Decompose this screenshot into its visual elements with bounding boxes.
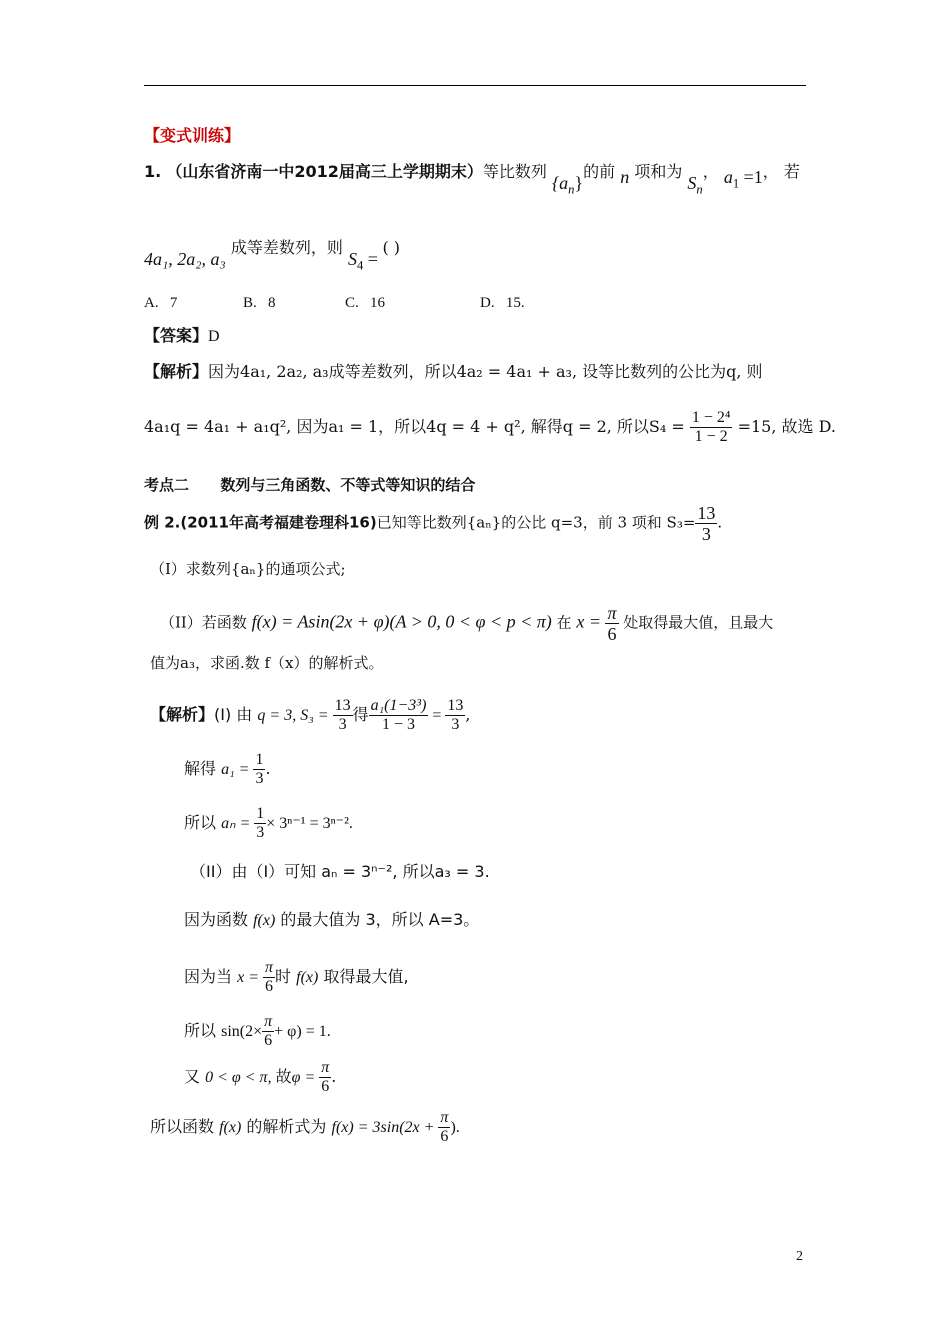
example-2-source: (2011年高考福建卷理科16) bbox=[180, 513, 377, 532]
analysis-1-tag: 【解析】 bbox=[144, 362, 209, 381]
q1-number: 1. bbox=[144, 162, 162, 181]
q1-n: n bbox=[620, 167, 630, 187]
q1-terms: 4a₁, 2a₂, a₃ bbox=[144, 249, 226, 269]
q1-source: （山东省济南一中2012届高三上学期期末） bbox=[166, 162, 483, 181]
solution-line-5: 因为函数 f(x) 的最大值为 3，所以 A=3。 bbox=[184, 910, 480, 929]
solution-frac-an: $\frac{1}{3}$ bbox=[256, 805, 265, 841]
q1-paren: ( ) bbox=[382, 238, 401, 257]
analysis-1-text-2: 4a₁q = 4a₁ + a₁q², 因为a₁ = 1，所以4q = 4 + q², 解得q = 2, 所以S₄ = bbox=[144, 417, 690, 436]
solution-frac-3: $\frac{13}{3}$ bbox=[447, 697, 464, 733]
q1-seq: $\{a_n\}$ bbox=[551, 173, 584, 197]
part-1-question: （I）求数列{aₙ}的通项公式; bbox=[150, 560, 346, 578]
example-2-text: 已知等比数列{aₙ}的公比 q=3，前 3 项和 S₃= bbox=[376, 513, 696, 532]
part-2-formula: f(x) = Asin(2x + φ)(A > 0, 0 < φ < p < π) bbox=[251, 611, 552, 632]
q1-sn: $S_n$ bbox=[687, 173, 703, 197]
solution-frac-1: $\frac{13}{3}$ bbox=[334, 697, 351, 733]
q1-s4: $S_4$ = bbox=[347, 249, 383, 273]
q1-a1: $a_1 =1$ bbox=[723, 167, 763, 191]
q1-text-4: ， 若 bbox=[762, 162, 800, 181]
part-2-question-line-2: 值为a₃，求函.数 f（x）的解析式。 bbox=[150, 654, 384, 672]
solution-frac-pi6-b: $\frac{\pi}{6}$ bbox=[264, 1013, 273, 1049]
answer-tag: 【答案】 bbox=[144, 326, 209, 345]
solution-line-7: 所以 sin(2× $\frac{\pi}{6}$ + φ) = 1. bbox=[184, 1013, 331, 1049]
example-2-label: 例 2. bbox=[144, 513, 181, 532]
q1-text-3: 项和为 bbox=[634, 162, 683, 181]
question-1-line-1: 1. （山东省济南一中2012届高三上学期期末）等比数列 $\{a_n\}$的前 n 项和为 $S_n$， $a_1 =1$， 若 bbox=[144, 162, 800, 197]
q1-text-5: 成等差数列，则 bbox=[230, 238, 343, 257]
key-point-2-title: 数列与三角函数、不等式等知识的结合 bbox=[220, 476, 476, 494]
solution-frac-2: $\frac{\text{a₁(1−3³)}}{1 - 3}$ bbox=[370, 697, 427, 733]
solution-line-8: 又 0 < φ < π, 故φ = $\frac{\pi}{6}$ . bbox=[184, 1059, 337, 1095]
solution-line-9: 所以函数 f(x) 的解析式为 f(x) = 3sin(2x + $\frac{\pi}{6}$ ). bbox=[150, 1109, 460, 1145]
header-rule bbox=[144, 85, 806, 86]
example-2-fraction: $\frac{13}{3}$ bbox=[697, 503, 716, 544]
question-1-line-2 bbox=[144, 238, 401, 273]
part-2-question-line-1: （II）若函数 f(x) = Asin(2x + φ)(A > 0, 0 < φ < p < π) 在 x = $\frac{\pi}{6}$ 处取得最大值，且最大 bbox=[160, 603, 774, 644]
key-point-2-label: 考点二 bbox=[144, 476, 190, 494]
example-2-line: 例 2.(2011年高考福建卷理科16)已知等比数列{aₙ}的公比 q=3，前 3 项和 S₃= $\frac{13}{3}$ . bbox=[144, 503, 723, 544]
solution-line-3: 所以 aₙ = $\frac{1}{3}$ × 3ⁿ⁻¹ = 3ⁿ⁻². bbox=[184, 805, 353, 841]
analysis-1-line-1 bbox=[144, 364, 763, 380]
page-number: 2 bbox=[796, 1249, 803, 1264]
solution-tag: 【解析】 bbox=[150, 705, 215, 724]
option-b: B. 8 bbox=[243, 295, 276, 311]
analysis-1-fraction: $\frac{\text{1 − 2⁴}}{1 - 2}$ bbox=[691, 409, 731, 445]
key-point-2 bbox=[144, 478, 475, 493]
solution-line-6: 因为当 x = $\frac{\pi}{6}$ 时 f(x) 取得最大值, bbox=[184, 959, 409, 995]
solution-frac-a1: $\frac{1}{3}$ bbox=[255, 751, 264, 787]
option-c: C. 16 bbox=[345, 295, 386, 311]
solution-line-2: 解得 a₁ = $\frac{1}{3}$ . bbox=[184, 751, 271, 787]
analysis-1-line-2 bbox=[144, 410, 836, 445]
solution-frac-pi6-a: $\frac{\pi}{6}$ bbox=[265, 959, 274, 995]
analysis-1-text-3: =15, 故选 D. bbox=[737, 417, 836, 436]
solution-frac-pi6-c: $\frac{\pi}{6}$ bbox=[321, 1059, 330, 1095]
answer-line bbox=[144, 328, 220, 345]
solution-line-4: （II）由（I）可知 aₙ = 3ⁿ⁻², 所以a₃ = 3. bbox=[190, 862, 490, 881]
section-variant-training: 【变式训练】 bbox=[144, 126, 241, 145]
part-2-fraction: $\frac{\pi}{6}$ bbox=[607, 603, 617, 644]
analysis-1-text-1: 因为4a₁, 2a₂, a₃成等差数列，所以4a₂ = 4a₁ + a₃, 设等比数列的公比为q, 则 bbox=[208, 362, 763, 381]
solution-line-1: 【解析】(I) 由 q = 3, S₃ = $\frac{13}{3}$ 得 $\frac{\text{a₁(1−3³)}}{1 - 3}$ = $\frac{13}{3}$ , bbox=[150, 697, 471, 733]
answer-value: D bbox=[208, 328, 220, 345]
solution-frac-pi6-d: $\frac{\pi}{6}$ bbox=[440, 1109, 449, 1145]
q1-text-1: 等比数列 bbox=[482, 162, 547, 181]
q1-text-2: 的前 bbox=[583, 162, 616, 181]
option-d: D. 15. bbox=[480, 295, 525, 311]
option-a: A. 7 bbox=[144, 295, 178, 311]
